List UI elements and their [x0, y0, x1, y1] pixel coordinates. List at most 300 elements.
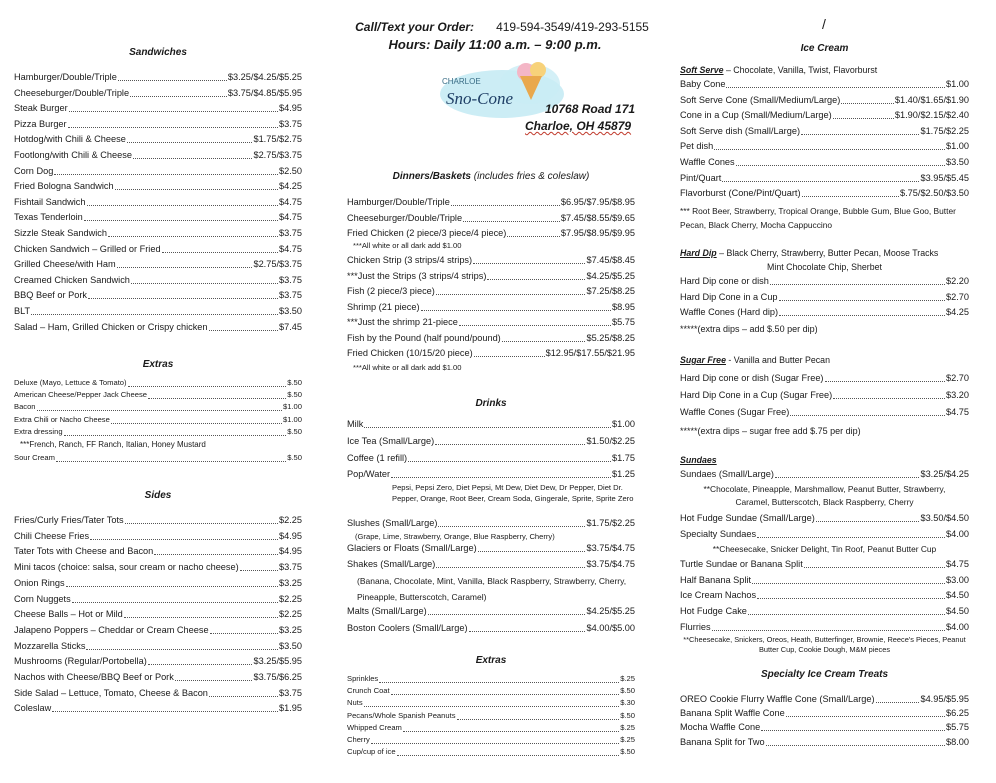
item-price: $1.00: [946, 141, 969, 152]
menu-item-row: [347, 674, 635, 685]
menu-item-row: [347, 435, 635, 448]
hard-dip-flavors: – Black Cherry, Strawberry, Butter Pecan, Moose Tracks: [716, 248, 939, 258]
item-name: Ice Cream Nachos: [680, 590, 757, 601]
menu-item-row: [680, 406, 969, 419]
menu-item-row: [680, 156, 969, 169]
item-price: $3.75: [279, 290, 302, 301]
sandwiches-title: Sandwiches: [129, 47, 187, 58]
menu-item-row: [680, 306, 969, 319]
ice-cream-title: Ice Cream: [800, 43, 849, 54]
item-price: $.50: [620, 710, 635, 720]
menu-item-row: [347, 418, 635, 431]
sundae-toppings-note: **Chocolate, Pineapple, Marshmallow, Peanut Butter, Strawberry, Caramel, Butterscotch, Black Raspberry, Cherry: [703, 484, 946, 507]
item-name: Salad – Ham, Grilled Chicken or Crispy chicken: [14, 321, 208, 332]
menu-item-row: [14, 593, 302, 606]
item-name: Chicken Strip (3 strips/4 strips): [347, 255, 473, 265]
menu-item-row: [14, 427, 302, 438]
item-name: Pint/Quart: [680, 172, 722, 183]
item-name: Chili Cheese Fries: [14, 530, 90, 541]
item-name: Waffle Cones (Sugar Free): [680, 407, 790, 418]
item-price: $1.90/$2.15/$2.40: [894, 110, 969, 121]
item-name: Soft Serve dish (Small/Large): [680, 125, 800, 136]
item-name: Creamed Chicken Sandwich: [14, 274, 130, 285]
item-name: Jalapeno Poppers – Cheddar or Cream Cheese: [14, 624, 209, 635]
item-price: $2.75/$3.75: [253, 150, 302, 160]
item-price: $1.00: [946, 79, 969, 89]
slash-mark: /: [822, 16, 826, 32]
item-name: Hot Fudge Sundae (Small/Large): [680, 513, 815, 523]
scoop-yellow-icon: [530, 62, 546, 78]
item-price: $1.50/$2.25: [586, 435, 635, 446]
menu-item-row: [14, 321, 302, 334]
menu-item-row: [14, 577, 302, 590]
phone-numbers: 419-594-3549/419-293-5155: [496, 20, 649, 34]
item-price: $2.50: [279, 165, 302, 176]
item-price: $3.50: [279, 640, 302, 651]
soft-serve-heading: [680, 64, 969, 77]
item-price: $3.75: [279, 274, 302, 285]
item-name: Waffle Cones (Hard dip): [680, 307, 779, 318]
item-name: Coleslaw: [14, 703, 52, 714]
item-name: Turtle Sundae or Banana Split: [680, 559, 803, 569]
item-price: $1.00: [282, 414, 302, 424]
shakes-row: [347, 558, 635, 571]
item-name: Coffee (1 refill): [347, 452, 408, 463]
hard-dip-note: *****(extra dips – add $.50 per dip): [680, 324, 818, 334]
item-price: $3.95/$5.45: [920, 172, 969, 183]
item-price: $4.75: [279, 243, 302, 254]
item-price: $.25: [620, 722, 635, 732]
item-price: $5.25/$8.25: [586, 332, 635, 343]
menu-item-row: [14, 227, 302, 240]
item-name: Onion Rings: [14, 577, 65, 588]
item-price: $.25: [620, 674, 635, 683]
item-name: Deluxe (Mayo, Lettuce & Tomato): [14, 378, 127, 387]
sour-cream-row: [14, 453, 302, 464]
menu-item-row: [14, 289, 302, 302]
item-name: Nuts: [347, 698, 363, 708]
item-name: Malts (Small/Large): [347, 606, 427, 616]
specialty-title: Specialty Ice Cream Treats: [760, 669, 889, 680]
menu-item-row: [14, 165, 302, 178]
item-price: $1.75/$2.25: [586, 518, 635, 528]
item-name: Sizzle Steak Sandwich: [14, 228, 107, 238]
menu-item-row: [680, 736, 969, 749]
item-price: $3.75/$4.85/$5.95: [227, 87, 302, 98]
item-name: Chicken Sandwich – Grilled or Fried: [14, 243, 161, 254]
menu-item-row: [347, 316, 635, 329]
item-name: Fries/Curly Fries/Tater Tots: [14, 515, 124, 525]
menu-item-row: [680, 721, 969, 734]
menu-item-row: [347, 747, 635, 758]
item-price: $8.95: [612, 301, 635, 312]
menu-item-row: [347, 332, 635, 345]
item-price: $3.25/$4.25: [920, 469, 969, 479]
menu-item-row: [14, 415, 302, 426]
item-name: Mozzarella Sticks: [14, 640, 86, 651]
item-price: $7.45/$8.55/$9.65: [560, 212, 635, 223]
dinners-note-1: ***All white or all dark add $1.00: [353, 241, 462, 250]
malts-row: [347, 605, 635, 618]
item-price: $3.20: [946, 390, 969, 401]
item-name: Slushes (Small/Large): [347, 518, 438, 528]
menu-item-row: [347, 723, 635, 734]
item-name: Sundaes (Small/Large): [680, 469, 774, 479]
item-name: Boston Coolers (Small/Large): [347, 623, 468, 633]
item-name: ***Just the shrimp 21-piece: [347, 317, 458, 327]
menu-item-row: [347, 468, 635, 481]
menu-item-row: [14, 211, 302, 224]
item-price: $4.00: [946, 529, 969, 539]
item-price: $1.25: [612, 469, 635, 480]
item-price: $6.25: [946, 708, 969, 719]
menu-item-row: [347, 227, 635, 240]
item-price: $6.95/$7.95/$8.95: [560, 197, 635, 207]
menu-item-row: [14, 378, 302, 389]
item-price: $3.25/$4.25/$5.25: [227, 72, 302, 82]
item-name: Corn Nuggets: [14, 593, 71, 604]
item-name: Banana Split for Two: [680, 736, 765, 747]
item-name: Hot Fudge Cake: [680, 606, 747, 617]
item-price: $3.25: [279, 624, 302, 635]
menu-item-row: [347, 452, 635, 465]
menu-item-row: [14, 274, 302, 287]
soft-serve-flavors: – Chocolate, Vanilla, Twist, Flavorburst: [723, 65, 878, 75]
item-price: $2.70: [946, 373, 969, 383]
item-price: $4.95/$5.95: [920, 694, 969, 704]
menu-item-row: [14, 530, 302, 543]
item-price: $12.95/$17.55/$21.95: [545, 348, 635, 358]
glaciers-row: [347, 542, 635, 555]
item-name: Hamburger/Double/Triple: [347, 197, 450, 207]
item-price: $1.00: [282, 402, 302, 412]
item-price: $1.75/$2.75: [253, 134, 302, 145]
menu-item-row: [14, 624, 302, 637]
sides-title: Sides: [144, 490, 172, 501]
menu-item-row: [680, 389, 969, 402]
item-name: Fishtail Sandwich: [14, 196, 86, 207]
item-name: Fried Bologna Sandwich: [14, 181, 114, 192]
item-name: Cup/cup of ice: [347, 747, 396, 757]
menu-item-row: [14, 258, 302, 271]
menu-item-row: [347, 285, 635, 298]
item-price: $3.75: [279, 118, 302, 129]
item-price: $4.25/$5.25: [586, 270, 635, 281]
specialty-sundae-note: **Cheesecake, Snicker Delight, Tin Roof, Peanut Butter Cup: [712, 544, 937, 554]
menu-item-row: [680, 109, 969, 122]
menu-item-row: [14, 561, 302, 574]
item-price: $4.50: [946, 606, 969, 617]
item-name: Bacon: [14, 402, 36, 412]
item-name: Tater Tots with Cheese and Bacon: [14, 546, 154, 557]
item-name: Hard Dip cone or dish: [680, 276, 769, 286]
item-name: BBQ Beef or Pork: [14, 290, 88, 301]
sundaes-lead: Sundaes: [680, 455, 717, 465]
flavorburst-note: *** Root Beer, Strawberry, Tropical Orange, Bubble Gum, Blue Goo, Butter Pecan, Black Cherry, Mocha Cappuccino: [680, 206, 956, 230]
item-name: Baby Cone: [680, 79, 726, 89]
hard-dip-heading: [680, 247, 969, 260]
boston-row: [347, 622, 635, 635]
item-price: $3.25: [279, 577, 302, 588]
sundaes-row: [680, 468, 969, 481]
menu-item-row: [347, 698, 635, 709]
menu-item-row: [680, 187, 969, 200]
item-price: $3.75: [279, 687, 302, 698]
drinks-title: Drinks: [475, 398, 507, 409]
item-price: $5.75: [612, 317, 635, 327]
menu-item-row: [14, 87, 302, 100]
hot-fudge-sundae-row: [680, 512, 969, 525]
item-name: Pecans/Whole Spanish Peanuts: [347, 710, 456, 720]
item-price: $2.75/$3.75: [253, 259, 302, 270]
menu-item-row: [14, 180, 302, 193]
dinners-note-2: ***All white or all dark add $1.00: [353, 363, 462, 372]
dinners-title-text: Dinners/Baskets: [392, 171, 471, 182]
menu-item-row: [680, 172, 969, 185]
item-price: $1.75/$2.25: [920, 125, 969, 136]
item-name: Flurries: [680, 621, 711, 632]
call-label: Call/Text your Order:: [355, 20, 475, 34]
address-line-1: 10768 Road 171: [545, 102, 636, 116]
menu-item-row: [14, 545, 302, 558]
menu-item-row: [14, 655, 302, 668]
item-price: $4.00/$5.00: [586, 623, 635, 633]
menu-item-row: [680, 372, 969, 385]
item-price: $2.20: [946, 276, 969, 286]
item-price: $7.95/$8.95/$9.95: [560, 228, 635, 238]
item-name: American Cheese/Pepper Jack Cheese: [14, 390, 147, 400]
hard-dip-lead: Hard Dip: [680, 248, 717, 258]
menu-item-row: [14, 640, 302, 653]
item-price: $5.75: [946, 722, 969, 733]
item-name: Pizza Burger: [14, 118, 67, 129]
menu-item-row: [347, 735, 635, 746]
order-line: [352, 20, 652, 34]
item-price: $1.40/$1.65/$1.90: [894, 94, 969, 105]
item-name: Hard Dip cone or dish (Sugar Free): [680, 373, 824, 383]
item-price: $7.45: [279, 321, 302, 332]
item-price: $.50: [287, 453, 302, 462]
menu-item-row: [347, 270, 635, 283]
item-price: $4.95: [279, 103, 302, 114]
item-name: Side Salad – Lettuce, Tomato, Cheese & Bacon: [14, 687, 208, 698]
item-name: Cone in a Cup (Small/Medium/Large): [680, 110, 832, 121]
menu-item-row: [347, 212, 635, 225]
menu-item-row: [14, 71, 302, 84]
item-price: $.50: [287, 426, 302, 436]
item-name: Fish (2 piece/3 piece): [347, 286, 435, 296]
item-price: $4.25: [946, 307, 969, 318]
item-name: Banana Split Waffle Cone: [680, 708, 785, 719]
item-price: $2.70: [946, 291, 969, 302]
menu-item-row: [347, 711, 635, 722]
item-name: Corn Dog: [14, 165, 54, 176]
item-price: $4.25: [279, 181, 302, 192]
menu-item-row: [680, 574, 969, 587]
item-price: $.50: [287, 390, 302, 400]
menu-item-row: [680, 140, 969, 153]
item-name: Nachos with Cheese/BBQ Beef or Pork: [14, 672, 174, 682]
item-name: Hamburger/Double/Triple: [14, 72, 117, 82]
item-price: $2.25: [279, 515, 302, 525]
menu-item-row: [680, 558, 969, 571]
item-price: $4.75: [946, 407, 969, 418]
item-price: $4.95: [279, 546, 302, 557]
menu-item-row: [14, 305, 302, 318]
menu-item-row: [680, 707, 969, 720]
hours: Hours: Daily 11:00 a.m. – 9:00 p.m.: [388, 37, 602, 52]
item-name: Whipped Cream: [347, 722, 402, 732]
flurry-toppings-note: **Cheesecake, Snickers, Oreos, Heath, Butterfinger, Brownie, Reece's Pieces, Peanut Butter Cup, Cookie Dough, M&M pieces: [683, 635, 966, 654]
menu-item-row: [347, 347, 635, 360]
item-name: Ice Tea (Small/Large): [347, 435, 435, 446]
item-name: ***Just the Strips (3 strips/4 strips): [347, 270, 487, 281]
menu-item-row: [14, 671, 302, 684]
item-price: $7.45/$8.45: [586, 255, 635, 265]
item-name: Pop/Water: [347, 469, 391, 480]
item-price: $3.50/$4.50: [920, 513, 969, 523]
item-name: Extra dressing: [14, 426, 63, 436]
item-name: Flavorburst (Cone/Pint/Quart): [680, 188, 801, 199]
item-name: Waffle Cones: [680, 157, 735, 167]
menu-item-row: [680, 621, 969, 634]
item-name: Hard Dip Cone in a Cup (Sugar Free): [680, 390, 833, 401]
slushes-row: [347, 517, 635, 530]
item-price: $.75/$2.50/$3.50: [900, 188, 969, 199]
hard-dip-flavors-2: Mint Chocolate Chip, Sherbet: [767, 262, 882, 272]
item-price: $8.00: [946, 736, 969, 747]
item-price: $.50: [620, 747, 635, 757]
item-name: Steak Burger: [14, 103, 68, 114]
item-name: OREO Cookie Flurry Waffle Cone (Small/Large): [680, 694, 875, 704]
item-price: $3.25/$5.95: [253, 656, 302, 667]
item-name: Fish by the Pound (half pound/pound): [347, 332, 501, 343]
item-name: Mushrooms (Regular/Portobella): [14, 656, 147, 667]
item-name: Hotdog/with Chili & Cheese: [14, 134, 126, 145]
menu-item-row: [347, 254, 635, 267]
item-name: Milk: [347, 419, 364, 429]
item-name: Footlong/with Chili & Cheese: [14, 150, 132, 160]
menu-item-row: [680, 125, 969, 138]
item-name: Pet dish: [680, 141, 714, 152]
item-price: $.25: [620, 735, 635, 744]
item-name: Crunch Coat: [347, 686, 390, 696]
item-price: $3.50: [946, 157, 969, 167]
menu-item-row: [14, 118, 302, 131]
menu-item-row: [14, 687, 302, 700]
item-price: $3.75/$4.75: [586, 543, 635, 553]
item-name: Extra Chili or Nacho Cheese: [14, 414, 110, 424]
menu-item-row: [680, 275, 969, 288]
item-name: Shrimp (21 piece): [347, 301, 420, 312]
item-name: Half Banana Split: [680, 574, 751, 585]
menu-item-row: [347, 196, 635, 209]
mid-extras-title: Extras: [475, 655, 507, 666]
item-name: Hard Dip Cone in a Cup: [680, 291, 778, 302]
menu-item-row: [680, 291, 969, 304]
address-line-2: Charloe, OH 45879: [525, 119, 632, 133]
item-name: Fried Chicken (2 piece/3 piece/4 piece): [347, 228, 507, 238]
item-price: $4.75: [946, 559, 969, 569]
item-name: Cheeseburger/Double/Triple: [347, 212, 463, 223]
logo-main-text: Sno-Cone: [446, 89, 514, 108]
sugar-free-heading: [680, 354, 969, 367]
item-price: $1.75: [612, 452, 635, 463]
item-name: Shakes (Small/Large): [347, 559, 436, 569]
item-price: $3.75: [279, 562, 302, 573]
item-price: $4.75: [279, 212, 302, 223]
menu-item-row: [347, 686, 635, 697]
menu-item-row: [14, 243, 302, 256]
item-name: Texas Tenderloin: [14, 212, 83, 223]
item-name: Soft Serve Cone (Small/Medium/Large): [680, 94, 841, 105]
menu-item-row: [14, 608, 302, 621]
dinners-subtitle: (includes fries & coleslaw): [473, 171, 590, 182]
item-price: $3.75/$4.75: [586, 559, 635, 569]
item-price: $4.50: [946, 590, 969, 601]
item-price: $1.95: [279, 703, 302, 714]
item-price: $4.25/$5.25: [586, 606, 635, 616]
menu-item-row: [680, 589, 969, 602]
item-name: Sprinkles: [347, 674, 379, 683]
dinners-title: [347, 171, 635, 182]
menu-item-row: [14, 149, 302, 162]
menu-item-row: [680, 693, 969, 706]
soft-serve-lead: Soft Serve: [680, 65, 724, 75]
item-name: Specialty Sundaes: [680, 529, 757, 539]
item-price: $.30: [620, 698, 635, 708]
sugar-free-lead: Sugar Free: [680, 355, 726, 365]
item-price: $3.00: [946, 574, 969, 585]
item-price: $3.50: [279, 306, 302, 316]
item-price: $4.00: [946, 621, 969, 632]
item-name: Grilled Cheese/with Ham: [14, 259, 116, 270]
extras-title: Extras: [142, 359, 174, 370]
menu-item-row: [14, 514, 302, 527]
logo-small-text: CHARLOE: [442, 77, 481, 86]
item-name: Mocha Waffle Cone: [680, 722, 761, 733]
item-price: $.50: [620, 686, 635, 696]
menu-item-row: [347, 301, 635, 314]
menu-item-row: [14, 102, 302, 115]
item-name: Cheese Balls – Hot or Mild: [14, 609, 123, 620]
item-name: BLT: [14, 306, 31, 316]
pop-flavors-note: Pepsi, Pepsi Zero, Diet Pepsi, Mt Dew, Diet Dew, Dr Pepper, Diet Dr. Pepper, Orange, Root Beer, Cream Soda, Gingerale, Sprite, Sprite Zero: [392, 483, 634, 503]
menu-item-row: [14, 702, 302, 715]
item-price: $7.25/$8.25: [586, 286, 635, 296]
item-name: Glaciers or Floats (Small/Large): [347, 543, 477, 553]
item-name: Cheeseburger/Double/Triple: [14, 87, 130, 98]
slush-flavors-note: (Grape, Lime, Strawberry, Orange, Blue Raspberry, Cherry): [355, 532, 555, 541]
sugar-free-note: *****(extra dips – sugar free add $.75 per dip): [680, 426, 861, 436]
menu-item-row: [14, 402, 302, 413]
item-name: Sour Cream: [14, 453, 55, 462]
menu-item-row: [14, 133, 302, 146]
item-name: Cherry: [347, 735, 370, 744]
menu-item-row: [680, 94, 969, 107]
item-price: $4.75: [279, 196, 302, 207]
menu-item-row: [680, 78, 969, 91]
item-price: $4.95: [279, 530, 302, 541]
dressing-note: ***French, Ranch, FF Ranch, Italian, Honey Mustard: [20, 440, 206, 449]
specialty-sundaes-row: [680, 528, 969, 541]
menu-item-row: [14, 196, 302, 209]
item-name: Mini tacos (choice: salsa, sour cream or nacho cheese): [14, 562, 239, 573]
shake-flavors-note: (Banana, Chocolate, Mint, Vanilla, Black Raspberry, Strawberry, Cherry, Pineapple, Butterscotch, Caramel): [357, 576, 627, 602]
item-price: $3.75/$6.25: [253, 672, 302, 682]
item-price: $2.25: [279, 609, 302, 620]
item-price: $3.75: [279, 228, 302, 238]
